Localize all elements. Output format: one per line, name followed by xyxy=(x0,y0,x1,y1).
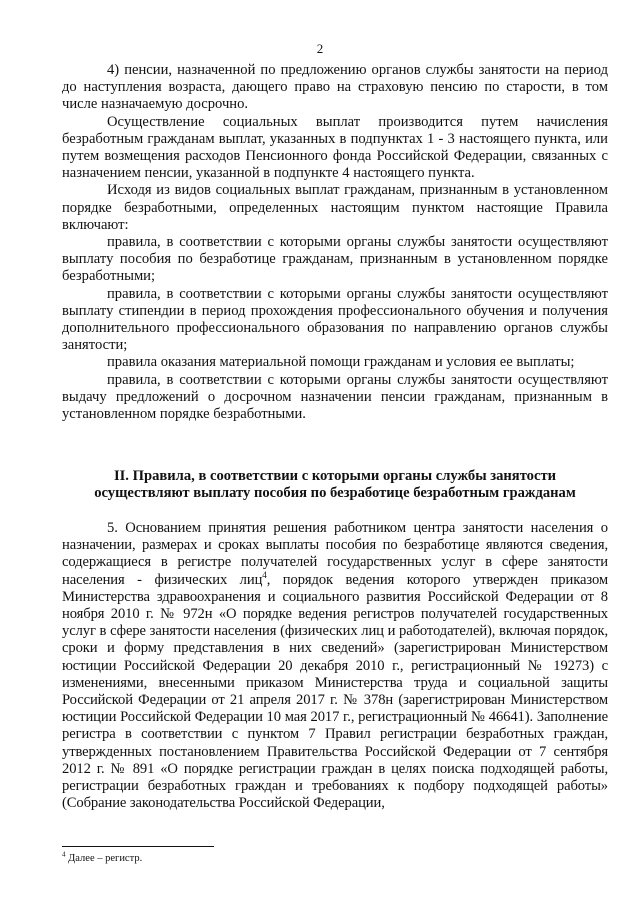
paragraph-rule-stipend: правила, в соответствии с которыми органы службы занятости осуществляют выплату стипендии в период прохождения профессионального обучения и получения дополнительного профессионального образования по направлению органов службы занятости; xyxy=(62,285,608,354)
section-heading-line-1: II. Правила, в соответствии с которыми органы службы занятости xyxy=(113,468,557,484)
paragraph-pension-item: 4) пенсии, назначенной по предложению органов службы занятости на период до наступления возраста, дающего право на страховую пенсию по старости, в том числе назначаемую досрочно. xyxy=(62,62,608,113)
paragraph-rules-include: Исходя из видов социальных выплат гражданам, признанным в установленном порядке безработными, определенных настоящим пунктом настоящие Правила включают: xyxy=(62,182,608,233)
page-number: 2 xyxy=(316,41,324,56)
section-text xyxy=(62,520,608,812)
footnote-text: Далее – регистр. xyxy=(65,853,143,864)
footnote-mark: 4 xyxy=(62,850,66,859)
paragraph-rule-pension: правила, в соответствии с которыми органы службы занятости осуществляют выдачу предложений о досрочном назначении пенсии гражданам, признанным в установленном порядке безработными. xyxy=(62,371,608,423)
paragraph-rule-benefit: правила, в соответствии с которыми органы службы занятости осуществляют выплату пособия по безработице гражданам, признанным в установленном порядке безработными; xyxy=(62,234,608,285)
paragraph-5-part-2: , порядок ведения которого утвержден приказом Министерства здравоохранения и социального развития Российской Федерации от 8 ноября 2010 г. № 972н «О порядке ведения регистров получателей государственных услуг в сфере занятости населения (физических лиц и работодателей), включая порядок, сроки и форму представления в них сведений» (зарегистрирован Министерством юстиции Российской Федерации 20 декабря 2010 г., регистрационный № 19273) с изменениями, внесенными приказом Министерства труда и социальной защиты Российской Федерации от 21 апреля 2017 г. № 378н (зарегистрирован Министерством юстиции Российской Федерации 10 мая 2017 г., регистрационный № 46641). Заполнение регистра в соответствии с пунктом 7 Правил регистрации безработных граждан, утвержденных постановлением Правительства Российской Федерации от 7 сентября 2012 г. № 891 «О порядке регистрации граждан в целях поиска подходящей работы, регистрации безработных граждан и требованиях к подбору подходящей работы» (Собрание законодательства Российской Федерации, xyxy=(62,571,608,812)
footnote-divider xyxy=(62,846,214,847)
footnote-reference: 4 xyxy=(262,569,267,580)
section-heading xyxy=(62,468,608,502)
paragraph-5 xyxy=(62,520,608,812)
body-text xyxy=(62,62,608,423)
paragraph-5-part-1: 5. Основанием принятия решения работником центра занятости населения о назначении, размерах и сроках выплаты пособия по безработице являются сведения, содержащиеся в регистре получателей государственных услуг в сфере занятости населения - физических лиц xyxy=(62,520,608,588)
section-heading-line-2: осуществляют выплату пособия по безработице безработным гражданам xyxy=(94,485,576,502)
footnote xyxy=(62,850,143,865)
paragraph-rule-assistance: правила оказания материальной помощи гражданам и условия ее выплаты; xyxy=(107,354,575,371)
paragraph-payments: Осуществление социальных выплат производится путем начисления безработным гражданам выплат, указанных в подпунктах 1 - 3 настоящего пункта, или путем возмещения расходов Пенсионного фонда Российской Федерации, связанных с назначением пенсии, указанной в подпункте 4 настоящего пункта. xyxy=(62,113,608,182)
